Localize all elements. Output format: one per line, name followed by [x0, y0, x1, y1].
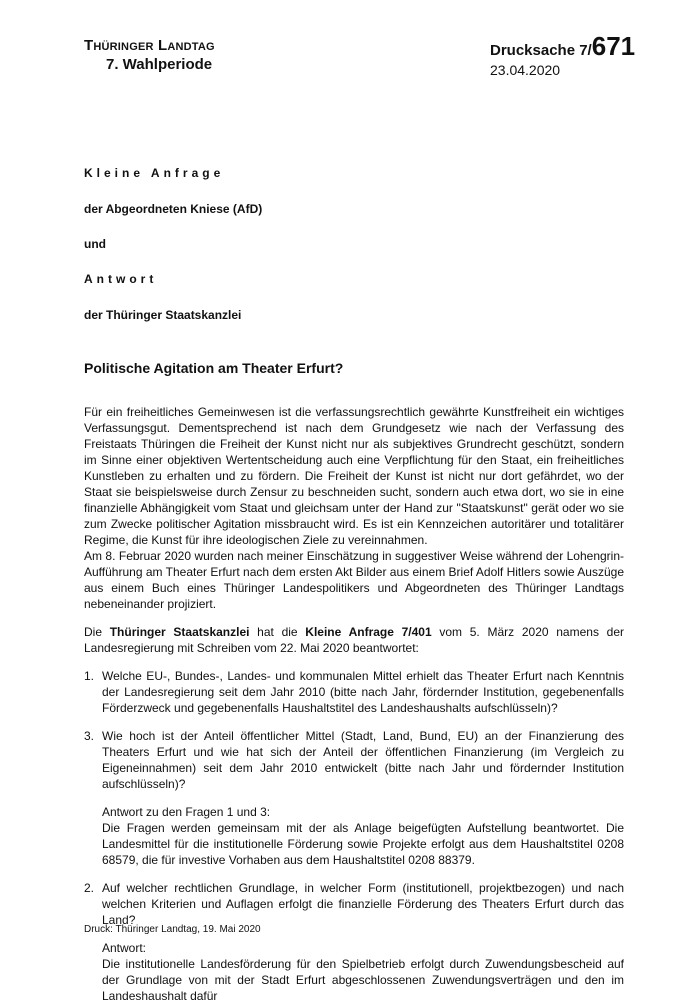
- document-body: [84, 404, 624, 1004]
- answer-2: [102, 940, 624, 1004]
- header-right: [490, 33, 635, 78]
- legislative-period: 7. Wahlperiode: [106, 56, 213, 73]
- response-pre: Die: [84, 625, 110, 639]
- document-number: 671: [591, 31, 636, 61]
- subject-title: Politische Agitation am Theater Erfurt?: [84, 360, 344, 376]
- response-post: vom 5. März 2020 namens der Landesregierung mit Schreiben vom 22. Mai 2020 beantwortet:: [84, 625, 624, 655]
- answer-label: Antwort: [84, 272, 158, 286]
- responder: der Thüringer Staatskanzlei: [84, 308, 242, 322]
- intro-paragraph-2: Am 8. Februar 2020 wurden nach meiner Einschätzung in suggestiver Weise während der Lohengrin-Aufführung am Theater Erfurt nach dem ersten Akt Bilder aus einem Brief Adolf Hitlers sowie Auszüge aus einem Buch eines Thüringer Landespolitikers und Abgeordneten des Thüringer Landtags nebeneinander projiziert.: [84, 549, 624, 611]
- answer-text: Die institutionelle Landesförderung für den Spielbetrieb erfolgt durch Zuwendungsbescheid auf der Grundlage von mit der Stadt Erfurt abgeschlossenen Zuwendungsverträgen und den im Landeshaushalt dafür: [102, 957, 624, 1003]
- inquiry-kind: Kleine Anfrage: [84, 166, 225, 180]
- response-mid: hat die: [249, 625, 306, 639]
- answer-label: Antwort zu den Fragen 1 und 3:: [102, 805, 271, 819]
- document-id: [490, 33, 635, 60]
- question-1: [84, 668, 624, 716]
- document-date: 23.04.2020: [490, 62, 561, 78]
- answer-text: Die Fragen werden gemeinsam mit der als Anlage beigefügten Aufstellung beantwortet. Die Landesmittel für die institutionelle Förderung sowie Projekte erfolgt aus dem Haushaltstitel 0208 68579, die für investive Vorhaben aus dem Haushaltstitel 0208 88379.: [102, 821, 624, 867]
- question-number: 3.: [84, 729, 95, 743]
- response-ref: Kleine Anfrage 7/401: [305, 625, 432, 639]
- parliament-name: Thüringer Landtag: [84, 37, 215, 54]
- intro-paragraph-1: Für ein freiheitliches Gemeinwesen ist die verfassungsrechtlich gewährte Kunstfreiheit ein wichtiges Verfassungsgut. Dementsprechend ist nach dem Grundgesetz wie nach der Verfassung des Freistaats Thüringen die Freiheit der Kunst nicht nur als subjektives Grundrecht geschützt, sondern im Sinne einer objektiven Wertentscheidung auch eine Verpflichtung für den Staat, ein freiheitliches Kunstleben zu erhalten und zu fördern. Die Freiheit der Kunst ist nicht nur dort gefährdet, wo der Staat sie beispielsweise durch Zensur zu beschneiden sucht, sondern auch etwa dort, wo sie in eine finanzielle Abhängigkeit vom Staat und gleichsam unter der Hand zur "Staatskunst" gerät oder wo sie zum Zwecke politischer Agitation missbraucht wird. Es ist ein Kennzeichen autoritärer und totalitärer Regime, die Kunst für ihre ideologischen Ziele zu vereinnahmen.: [84, 405, 624, 547]
- question-text: Auf welcher rechtlichen Grundlage, in welcher Form (institutionell, projektbezogen) und nach welchen Kriterien und Auflagen erfolgt die finanzielle Förderung des Theaters Erfurt durch das Land?: [102, 881, 624, 927]
- answer-label: Antwort:: [102, 941, 147, 955]
- inquiry-author: der Abgeordneten Kniese (AfD): [84, 202, 263, 216]
- print-footer: Druck: Thüringer Landtag, 19. Mai 2020: [84, 924, 261, 935]
- answer-1-3: [102, 804, 624, 868]
- document-label: Drucksache 7/: [490, 42, 592, 59]
- question-number: 2.: [84, 881, 95, 895]
- question-text: Welche EU-, Bundes-, Landes- und kommunalen Mittel erhielt das Theater Erfurt nach Kenntnis der Landesregierung seit dem Jahr 2010 (bitte nach Jahr, fördernder Institution, gegebenenfalls Förderzweck und gegebenenfalls Haushaltstitel des Landeshaushalts aufschlüsseln)?: [102, 669, 624, 715]
- question-2: [84, 880, 624, 928]
- question-3: [84, 728, 624, 792]
- question-text: Wie hoch ist der Anteil öffentlicher Mittel (Stadt, Land, Bund, EU) an der Finanzierung des Theaters Erfurt und wie hat sich der Anteil der öffentlichen Finanzierung (im Vergleich zu Eigeneinnahmen) seit dem Jahr 2010 entwickelt (bitte nach Jahr und fördernder Institution aufschlüsseln)?: [102, 729, 624, 791]
- title-connector: und: [84, 237, 106, 251]
- response-intro: [84, 624, 624, 656]
- header-left: [84, 36, 215, 74]
- response-body: Thüringer Staatskanzlei: [109, 625, 250, 639]
- question-number: 1.: [84, 669, 95, 683]
